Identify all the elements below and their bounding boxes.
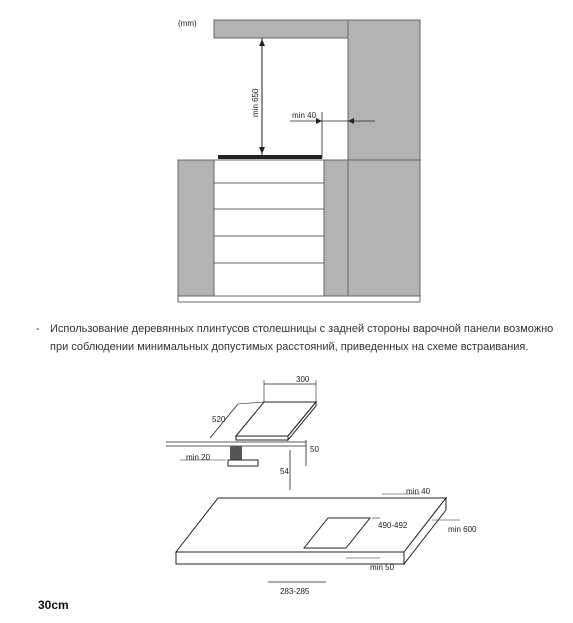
base-cabinet-right bbox=[324, 160, 348, 296]
base-cabinet-left bbox=[178, 160, 214, 296]
drawer-stack bbox=[214, 160, 324, 296]
note-bullet: - bbox=[36, 323, 40, 335]
dim-label-front: min 50 bbox=[370, 563, 395, 572]
cutout-dimension-diagram bbox=[0, 370, 573, 610]
dim-label-height: 50 bbox=[310, 445, 319, 454]
section-label: 30cm bbox=[38, 598, 69, 612]
dim-label-width: 300 bbox=[296, 375, 310, 384]
hob-top bbox=[218, 155, 322, 159]
installation-elevation-diagram bbox=[0, 0, 573, 310]
note-text: Использование деревянных плинтусов столешницы с задней стороны варочной панели возможно при соблюдении минимальных допустимых расстояний, приведенных на схеме встраивания. bbox=[50, 323, 554, 353]
dim-label-cutout-depth: 490-492 bbox=[378, 521, 408, 530]
dim-label-thickness: 54 bbox=[280, 467, 289, 476]
dim-label-back: min 40 bbox=[406, 487, 431, 496]
installation-note bbox=[36, 320, 566, 356]
plinth bbox=[178, 296, 420, 302]
hob-body bbox=[230, 446, 242, 460]
dim-label-cutout-width: 283-285 bbox=[280, 587, 310, 596]
wall-cabinet bbox=[214, 20, 348, 38]
dim-label-height: min 650 bbox=[251, 88, 260, 117]
unit-label: (mm) bbox=[178, 19, 197, 28]
tall-cabinet bbox=[348, 20, 420, 296]
dim-label-side: min 40 bbox=[292, 111, 317, 120]
dim-label-depth: 520 bbox=[212, 415, 226, 424]
dim-label-min-gap: min 20 bbox=[186, 453, 211, 462]
dim-label-counter-depth: min 600 bbox=[448, 525, 477, 534]
